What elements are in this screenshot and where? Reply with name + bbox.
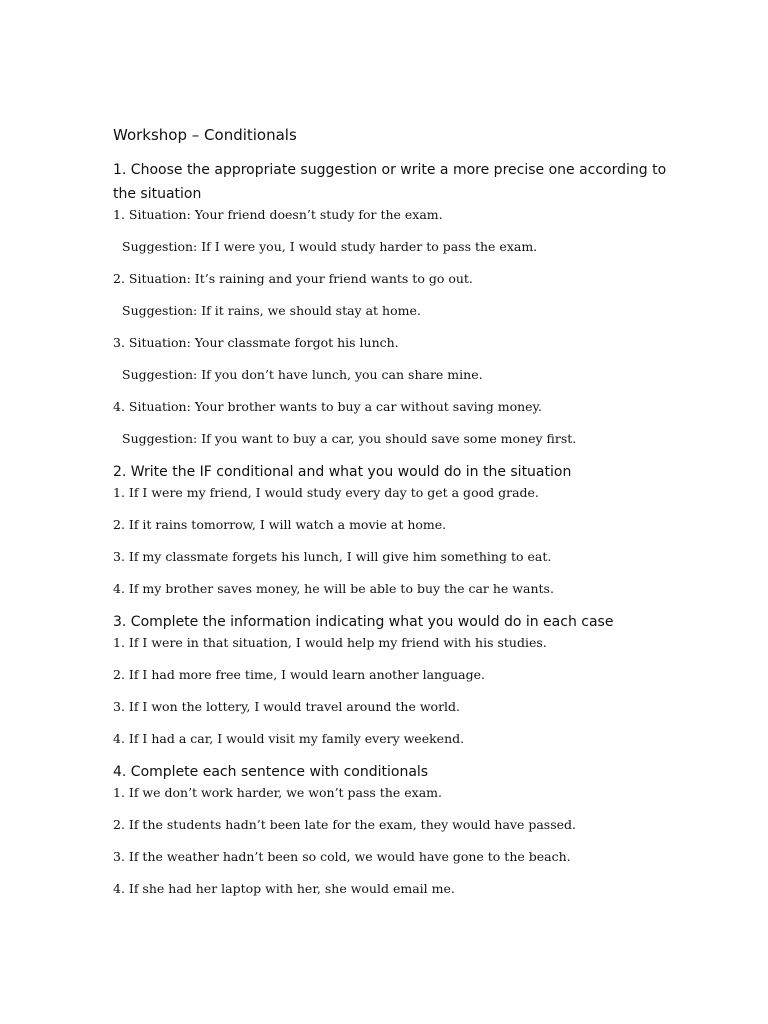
section-heading: 2. Write the IF conditional and what you would do in the situation: [113, 464, 572, 480]
document-page: [113, 124, 673, 898]
answer-line: 3. If my classmate forgets his lunch, I will give him something to eat.: [113, 549, 552, 564]
answer-line: 4. If I had a car, I would visit my family every weekend.: [113, 731, 465, 746]
answer-line: 3. If the weather hadn’t been so cold, we would have gone to the beach.: [113, 849, 571, 864]
answer-line: 1. If I were in that situation, I would help my friend with his studies.: [113, 635, 547, 650]
suggestion-line: Suggestion: If you don’t have lunch, you can share mine.: [122, 367, 483, 382]
answer-line: 3. If I won the lottery, I would travel around the world.: [113, 699, 461, 714]
situation-line: 2. Situation: It’s raining and your friend wants to go out.: [113, 271, 473, 286]
answer-line: 1. If I were my friend, I would study every day to get a good grade.: [113, 485, 539, 500]
situation-line: 4. Situation: Your brother wants to buy a car without saving money.: [113, 399, 542, 414]
section-2: [113, 460, 673, 598]
section-heading: 4. Complete each sentence with conditionals: [113, 764, 429, 780]
section-1: [113, 158, 673, 448]
suggestion-line: Suggestion: If you want to buy a car, you should save some money first.: [122, 431, 577, 446]
answer-line: 4. If my brother saves money, he will be able to buy the car he wants.: [113, 581, 554, 596]
answer-line: 1. If we don’t work harder, we won’t pass the exam.: [113, 785, 442, 800]
situation-line: 1. Situation: Your friend doesn’t study for the exam.: [113, 207, 443, 222]
section-3: [113, 610, 673, 748]
document-title: Workshop – Conditionals: [113, 126, 297, 144]
situation-line: 3. Situation: Your classmate forgot his lunch.: [113, 335, 399, 350]
suggestion-line: Suggestion: If I were you, I would study harder to pass the exam.: [122, 239, 538, 254]
section-heading: 1. Choose the appropriate suggestion or write a more precise one according to the situation: [113, 162, 667, 202]
answer-line: 4. If she had her laptop with her, she would email me.: [113, 881, 455, 896]
suggestion-line: Suggestion: If it rains, we should stay at home.: [122, 303, 421, 318]
answer-line: 2. If it rains tomorrow, I will watch a movie at home.: [113, 517, 447, 532]
answer-line: 2. If the students hadn’t been late for the exam, they would have passed.: [113, 817, 577, 832]
answer-line: 2. If I had more free time, I would learn another language.: [113, 667, 485, 682]
section-heading: 3. Complete the information indicating what you would do in each case: [113, 614, 614, 630]
section-4: [113, 760, 673, 898]
